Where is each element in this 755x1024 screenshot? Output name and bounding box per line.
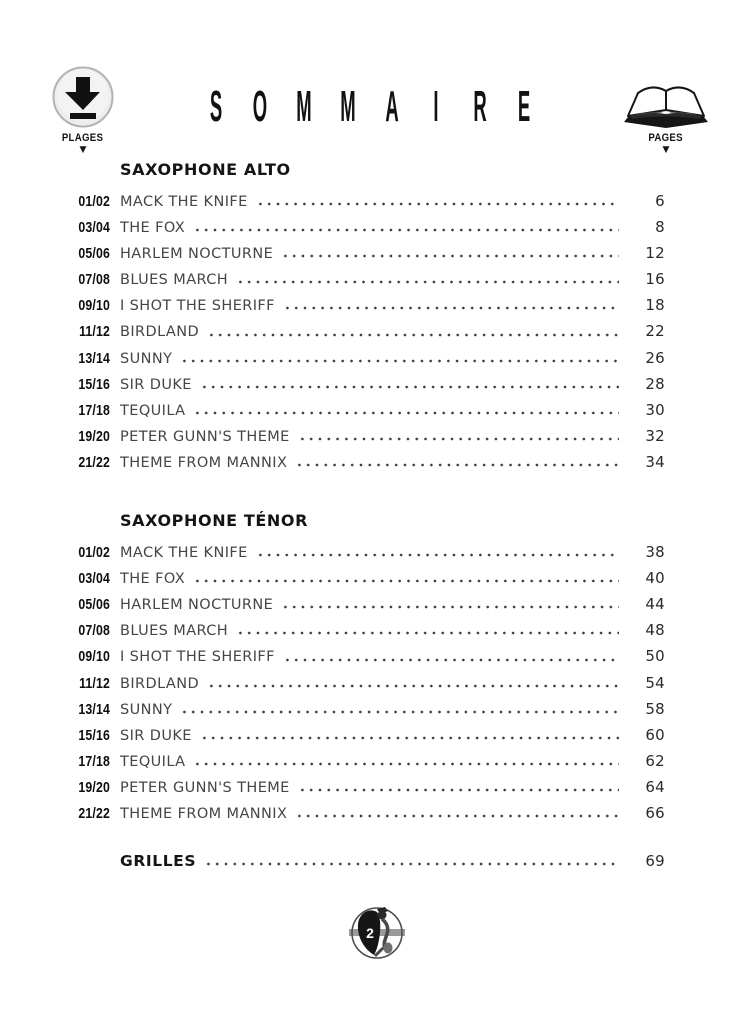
title-letter: M	[340, 82, 356, 131]
track-numbers: 05/06	[78, 245, 110, 263]
track-numbers: 03/04	[78, 570, 110, 588]
title-letter: M	[296, 82, 312, 131]
track-title: TEQUILA	[120, 402, 186, 419]
page-number: 8	[655, 218, 665, 237]
track-title: BIRDLAND	[120, 675, 200, 692]
table-of-contents	[58, 161, 665, 874]
toc-section	[58, 161, 665, 475]
track-title: HARLEM NOCTURNE	[120, 246, 274, 263]
toc-row	[58, 617, 665, 643]
dot-leader	[283, 658, 619, 662]
page-number: 30	[645, 400, 665, 419]
dot-leader	[281, 254, 619, 258]
plages-arrow-icon: ▼	[79, 145, 87, 155]
track-numbers: 17/18	[78, 752, 110, 770]
track-numbers: 13/14	[78, 700, 110, 718]
toc-row	[58, 774, 665, 800]
track-numbers: 05/06	[78, 596, 110, 614]
page-number: 28	[645, 374, 665, 393]
section-rows	[58, 188, 665, 475]
publisher-emblem	[348, 904, 406, 962]
track-title: I SHOT THE SHERIFF	[120, 649, 275, 666]
page-number: 66	[645, 803, 665, 822]
grilles-page-number: 69	[645, 852, 665, 871]
download-icon	[52, 66, 114, 128]
toc-row	[58, 292, 665, 318]
track-title: THE FOX	[120, 220, 186, 237]
dot-leader	[283, 306, 619, 310]
track-title: BLUES MARCH	[120, 272, 229, 289]
pages-arrow-icon: ▼	[662, 145, 670, 155]
toc-section	[58, 512, 665, 826]
page-number: 34	[645, 452, 665, 471]
toc-row	[58, 565, 665, 591]
toc-row	[58, 214, 665, 240]
toc-row	[58, 188, 665, 214]
track-numbers: 13/14	[78, 349, 110, 367]
track-numbers: 09/10	[78, 648, 110, 666]
toc-sections	[58, 161, 665, 826]
title-letter: E	[517, 82, 531, 131]
toc-row	[58, 800, 665, 826]
track-title: BIRDLAND	[120, 324, 200, 341]
title-letter: R	[473, 82, 487, 131]
track-numbers: 07/08	[78, 271, 110, 289]
toc-row	[58, 643, 665, 669]
dot-leader	[200, 385, 619, 389]
title-letter: S	[209, 82, 223, 131]
toc-row	[58, 318, 665, 344]
dot-leader	[180, 710, 619, 714]
page-number: 50	[645, 647, 665, 666]
title-letter: A	[385, 82, 399, 131]
track-numbers: 15/16	[78, 726, 110, 744]
toc-row	[58, 748, 665, 774]
toc-row	[58, 397, 665, 423]
pages-badge	[616, 84, 716, 155]
page-number: 16	[645, 270, 665, 289]
dot-leader	[193, 411, 619, 415]
dot-leader	[193, 762, 619, 766]
track-numbers: 21/22	[78, 804, 110, 822]
page-number: 48	[645, 621, 665, 640]
toc-row	[58, 539, 665, 565]
plages-label: PLAGES	[62, 132, 104, 144]
dot-leader	[298, 788, 619, 792]
track-title: HARLEM NOCTURNE	[120, 597, 274, 614]
toc-row	[58, 591, 665, 617]
track-numbers: 01/02	[78, 544, 110, 562]
section-heading: SAXOPHONE TÉNOR	[120, 511, 309, 531]
dot-leader	[295, 463, 619, 467]
section-heading: SAXOPHONE ALTO	[120, 160, 291, 179]
track-title: SIR DUKE	[120, 376, 192, 393]
page-number: 58	[645, 699, 665, 718]
dot-leader	[295, 814, 619, 818]
dot-leader	[298, 437, 619, 441]
toc-row	[58, 449, 665, 475]
page-number: 40	[645, 569, 665, 588]
page-number-label: 2	[366, 925, 374, 941]
grilles-title: GRILLES	[120, 852, 197, 871]
track-numbers: 21/22	[78, 453, 110, 471]
track-numbers: 19/20	[78, 778, 110, 796]
page-number: 44	[645, 595, 665, 614]
page-number: 38	[645, 543, 665, 562]
page-number: 60	[645, 725, 665, 744]
track-title: SUNNY	[120, 701, 173, 718]
title-letter: O	[252, 82, 268, 131]
track-numbers: 17/18	[78, 401, 110, 419]
track-numbers: 07/08	[78, 622, 110, 640]
section-rows	[58, 539, 665, 826]
dot-leader	[200, 736, 619, 740]
toc-row	[58, 722, 665, 748]
track-title: I SHOT THE SHERIFF	[120, 298, 275, 315]
track-title: PETER GUNN'S THEME	[120, 428, 290, 445]
track-title: SUNNY	[120, 350, 173, 367]
page-number: 64	[645, 777, 665, 796]
dot-leader	[236, 280, 619, 284]
page-title	[194, 84, 546, 130]
page-number: 54	[645, 673, 665, 692]
toc-row	[58, 266, 665, 292]
pages-label: PAGES	[648, 132, 684, 144]
track-numbers: 15/16	[78, 375, 110, 393]
toc-row	[58, 240, 665, 266]
dot-leader	[256, 202, 619, 206]
dot-leader	[204, 862, 619, 866]
dot-leader	[193, 228, 619, 232]
track-title: TEQUILA	[120, 753, 186, 770]
open-book-icon	[622, 84, 710, 128]
dot-leader	[193, 579, 619, 583]
track-title: THEME FROM MANNIX	[120, 805, 288, 822]
toc-row	[58, 371, 665, 397]
title-letter: I	[433, 82, 439, 131]
page-number: 32	[645, 426, 665, 445]
plages-badge	[50, 66, 116, 155]
track-numbers: 03/04	[78, 219, 110, 237]
track-title: THE FOX	[120, 571, 186, 588]
track-numbers: 01/02	[78, 193, 110, 210]
track-numbers: 11/12	[79, 674, 110, 692]
page-number: 18	[645, 296, 665, 315]
grilles-row	[58, 848, 665, 874]
dot-leader	[207, 684, 619, 688]
dot-leader	[281, 605, 619, 609]
track-title: SIR DUKE	[120, 727, 192, 744]
page-number: 6	[655, 192, 665, 210]
page-number: 22	[645, 322, 665, 341]
page-number: 26	[645, 348, 665, 367]
dot-leader	[180, 359, 619, 363]
track-title: THEME FROM MANNIX	[120, 454, 288, 471]
toc-row	[58, 345, 665, 371]
track-numbers: 19/20	[78, 427, 110, 445]
page-number: 62	[645, 751, 665, 770]
page-number: 12	[645, 244, 665, 263]
track-numbers: 11/12	[79, 323, 110, 341]
track-title: MACK THE KNIFE	[120, 545, 248, 562]
toc-row	[58, 696, 665, 722]
track-title: MACK THE KNIFE	[120, 194, 248, 210]
track-title: PETER GUNN'S THEME	[120, 779, 290, 796]
toc-row	[58, 670, 665, 696]
track-numbers: 09/10	[78, 297, 110, 315]
sax-player-emblem-icon	[348, 904, 406, 962]
toc-row	[58, 423, 665, 449]
track-title: BLUES MARCH	[120, 623, 229, 640]
dot-leader	[207, 333, 619, 337]
dot-leader	[236, 631, 619, 635]
dot-leader	[256, 553, 619, 557]
